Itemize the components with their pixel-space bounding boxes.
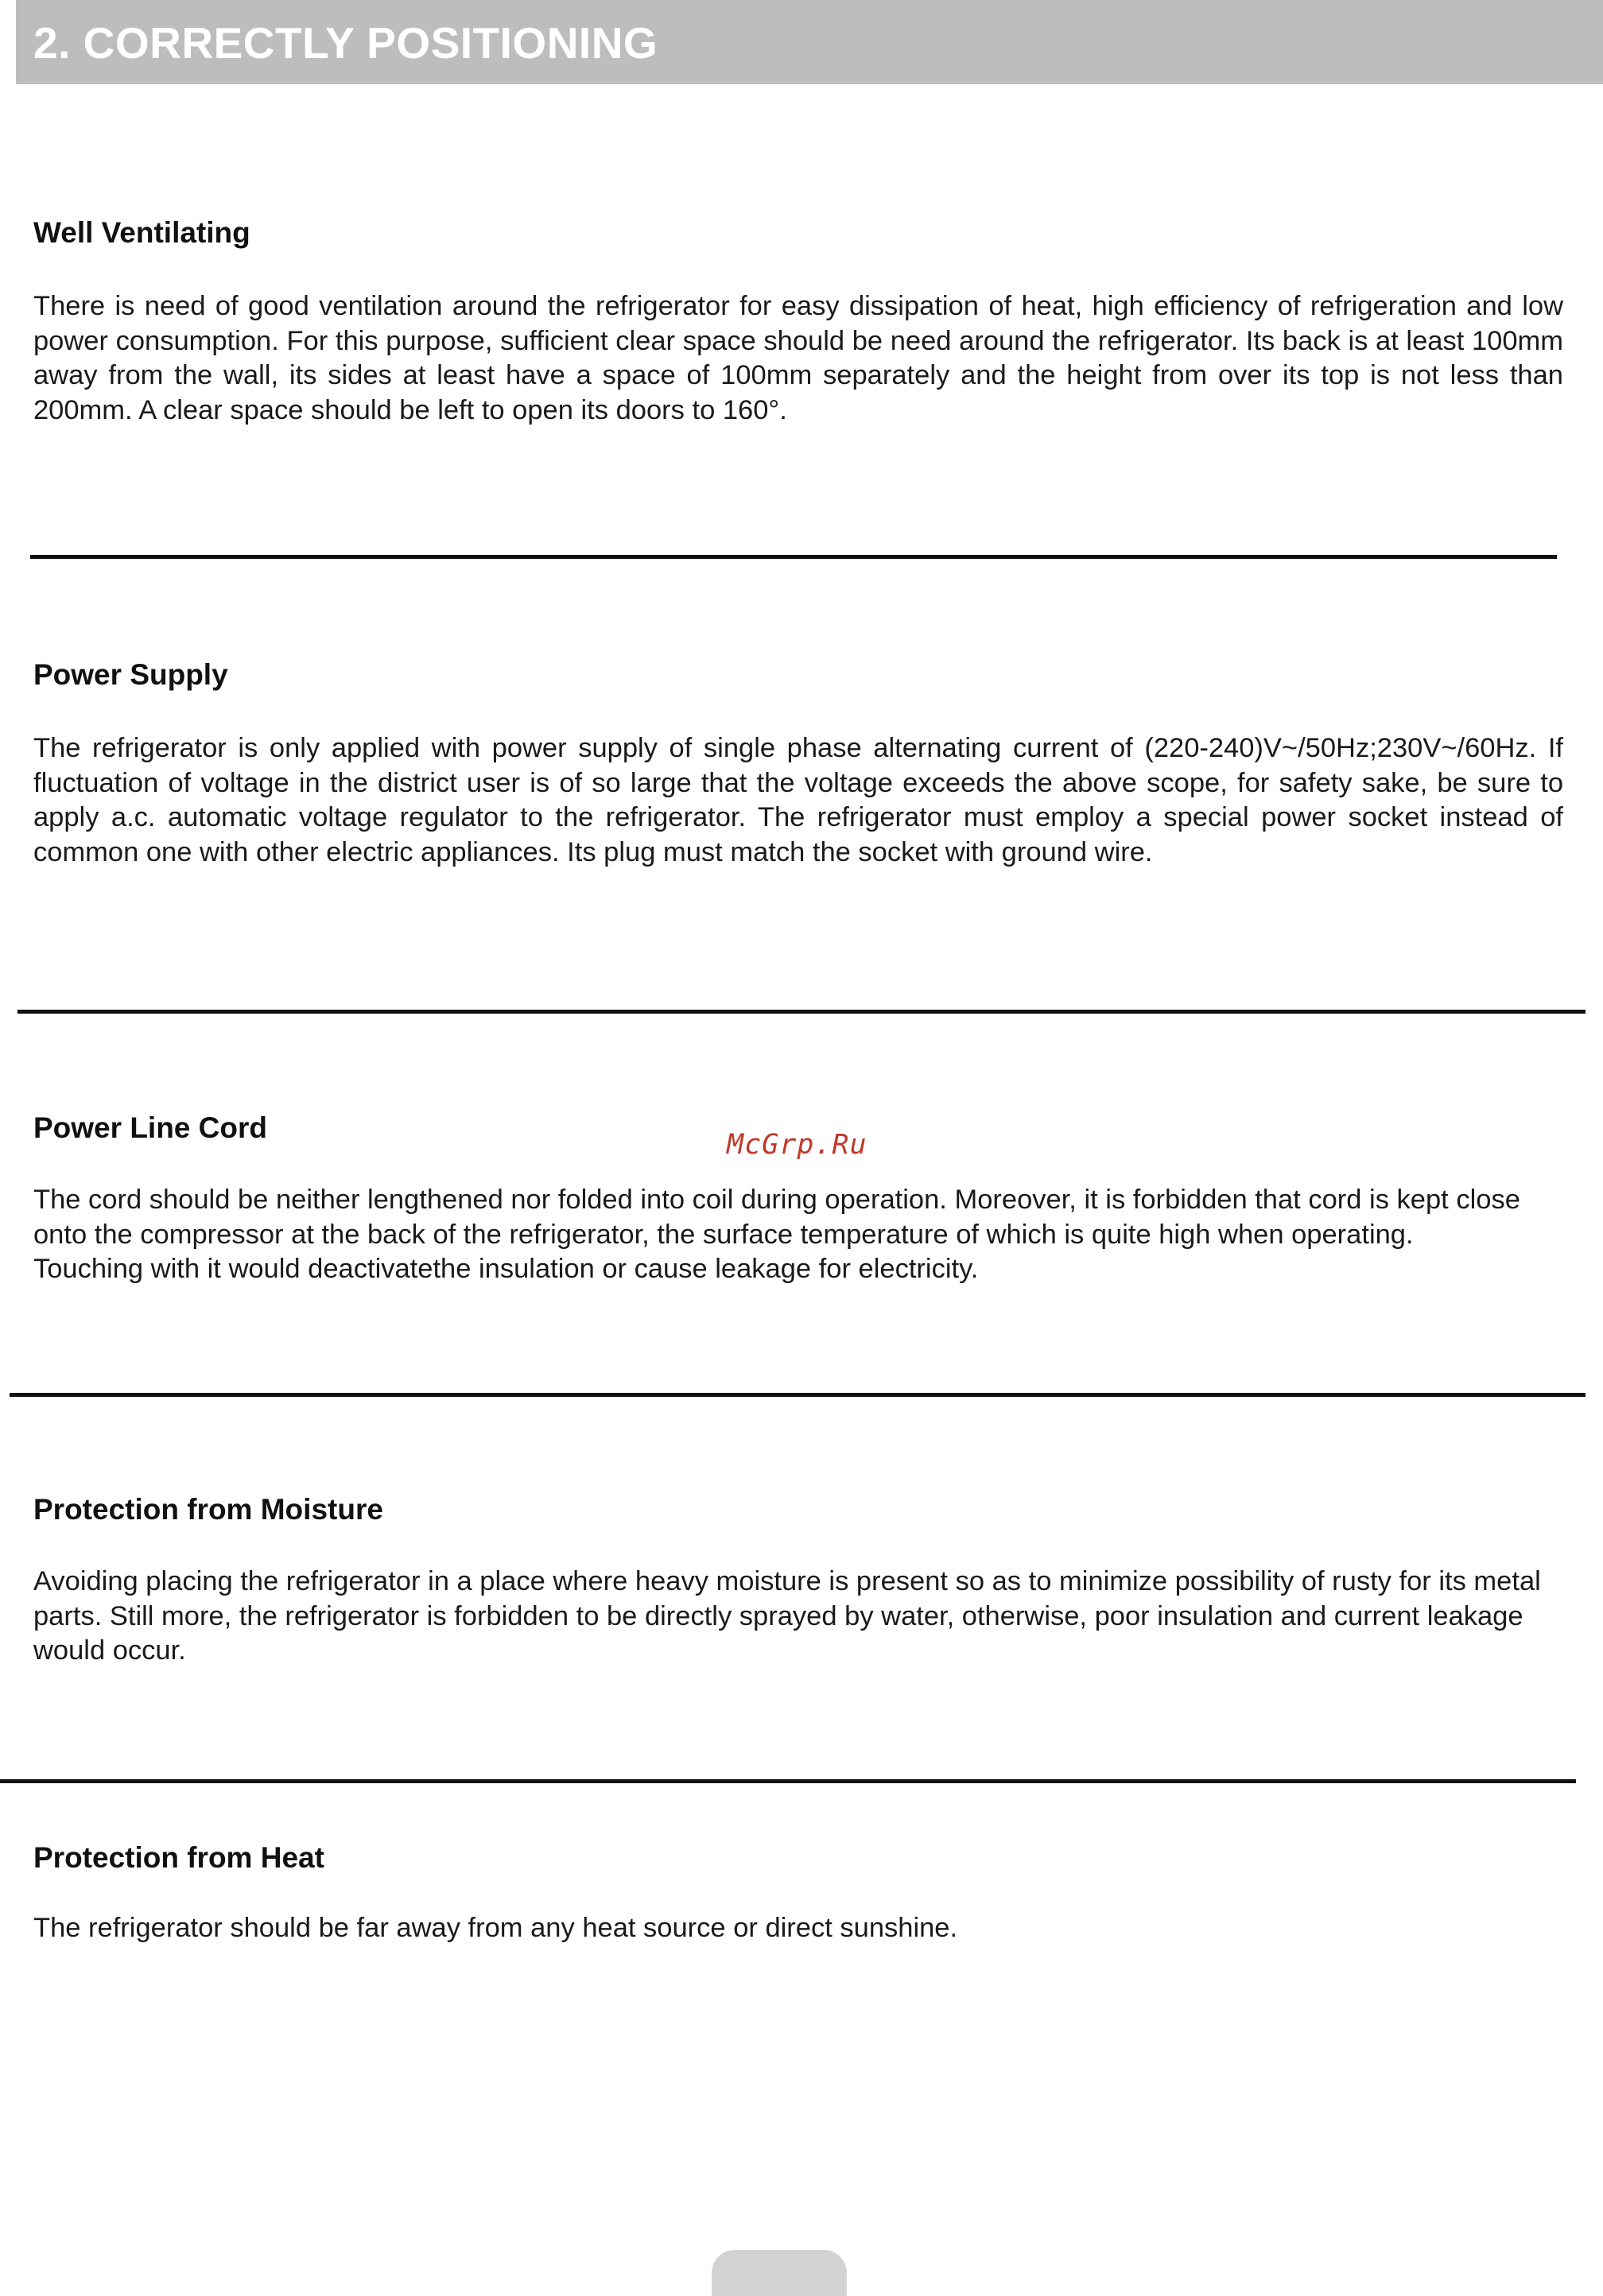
- section-divider: [0, 1779, 1576, 1783]
- page-header-bar: [16, 0, 1603, 84]
- section-divider: [17, 1010, 1586, 1014]
- section-body-well-ventilating: There is need of good ventilation around the refrigerator for easy dissipation of heat, high efficiency of refrigeration and low power consumption. For this purpose, sufficient clear space should be need around the refrigerator. Its back is at least 100mm away from the wall, its sides at least have a space of 100mm separately and the height from over its top is not less than 200mm. A clear space should be left to open its doors to 160°.: [33, 291, 1563, 425]
- section-divider: [30, 555, 1557, 559]
- section-divider: [10, 1393, 1586, 1397]
- page-number-tab: [712, 2250, 847, 2296]
- watermark-text: McGrp.Ru: [727, 1129, 867, 1161]
- section-heading-protection-from-heat: Protection from Heat: [33, 1841, 324, 1874]
- section-body-protection-from-moisture: Avoiding placing the refrigerator in a place where heavy moisture is present so as to minimize possibility of rusty for its metal parts. Still more, the refrigerator is forbidden to be directly sprayed by water, otherwise, poor insulation and current leakage would occur.: [33, 1566, 1541, 1666]
- section-heading-power-line-cord: Power Line Cord: [33, 1111, 267, 1144]
- section-body-power-supply: The refrigerator is only applied with power supply of single phase alternating current of (220-240)V~/50Hz;230V~/60Hz. If fluctuation of voltage in the district user is of so large that the voltage exceeds the above scope, for safety sake, be sure to apply a.c. automatic voltage regulator to the refrigerator. The refrigerator must employ a special power socket instead of common one with other electric appliances. Its plug must match the socket with ground wire.: [33, 733, 1563, 867]
- section-body-power-line-cord: The cord should be neither lengthened nor folded into coil during operation. Moreover, it is forbidden that cord is kept close onto the compressor at the back of the refrigerator, the surface temperature of which is quite high when operating. Touching with it would deactivatethe insulation or cause leakage for electricity.: [33, 1185, 1520, 1284]
- section-heading-protection-from-moisture: Protection from Moisture: [33, 1493, 383, 1526]
- section-heading-well-ventilating: Well Ventilating: [33, 216, 250, 249]
- page-title: 2. CORRECTLY POSITIONING: [33, 18, 658, 68]
- section-heading-power-supply: Power Supply: [33, 658, 228, 691]
- section-body-protection-from-heat: The refrigerator should be far away from any heat source or direct sunshine.: [33, 1913, 958, 1943]
